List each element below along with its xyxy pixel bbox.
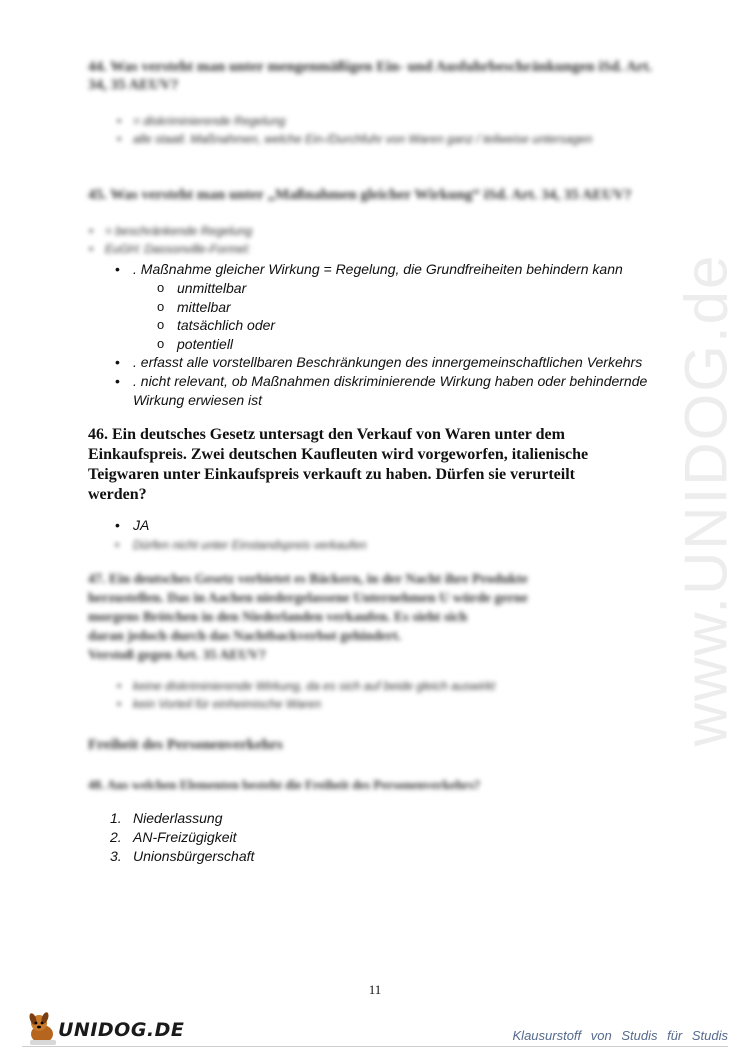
- page-number: 11: [368, 982, 382, 997]
- question-47-line: 47. Ein deutsches Gesetz verbietet es Bäckern, in der Nacht ihre Produkte: [88, 572, 528, 587]
- list-item: [115, 372, 675, 410]
- list-item-text: . erfasst alle vorstellbaren Beschränkungen des innergemeinschaftlichen Verkehrs: [133, 354, 643, 370]
- sub-list-item: [157, 279, 675, 298]
- list-item-text: . nicht relevant, ob Maßnahmen diskriminierende Wirkung haben oder behindernde Wirkung erwiesen ist: [133, 373, 648, 408]
- list-item-text: JA: [133, 517, 150, 533]
- question-47-title: [88, 570, 628, 665]
- list-item: [115, 535, 615, 555]
- question-46-answer-list: [115, 515, 615, 555]
- list-item: • kein Vorteil für einheimische Waren: [115, 695, 595, 713]
- circle-bullet-icon: o: [157, 335, 165, 351]
- list-number: 3.: [110, 848, 122, 864]
- question-45-answer-list: [115, 260, 675, 410]
- sub-list-item-text: potentiell: [177, 335, 234, 352]
- bullet-icon: •: [115, 517, 120, 533]
- question-44-list: [115, 112, 635, 148]
- list-item: [115, 260, 675, 279]
- question-48-answer-list: [110, 809, 254, 866]
- sub-list-item-text: tatsächlich oder: [177, 317, 276, 333]
- list-item-text: Niederlassung: [133, 810, 223, 826]
- question-47-line: Verstoß gegen Art. 35 AEUV?: [88, 648, 266, 663]
- list-item: [110, 809, 254, 828]
- list-item: • keine diskriminierende Wirkung, da es sich auf beide gleich auswirkt: [115, 677, 595, 695]
- list-number: 1.: [110, 810, 122, 826]
- logo-text: UNIDOG.DE: [58, 1019, 185, 1041]
- list-item: [110, 828, 254, 847]
- sub-list-item: [157, 335, 675, 354]
- question-47-line: morgens Brötchen in den Niederlanden verkaufen. Es sieht sich: [88, 610, 468, 625]
- sub-list: [115, 279, 675, 353]
- list-number: 2.: [110, 829, 122, 845]
- list-item: [115, 353, 675, 372]
- list-item: • alle staatl. Maßnahmen, welche Ein-/Durchfuhr von Waren ganz / teilweise untersagen: [115, 130, 635, 148]
- question-48-title: 48. Aus welchen Elementen besteht die Freiheit des Personenverkehrs?: [88, 777, 481, 792]
- sub-list-item: [157, 298, 675, 317]
- bullet-icon: •: [115, 373, 120, 389]
- bullet-icon: •: [115, 538, 120, 552]
- list-item-text: Dürfen nicht unter Einstandspreis verkaufen: [133, 538, 367, 552]
- question-47-list: [115, 677, 595, 713]
- watermark: www.UNIDOG.de: [672, 253, 740, 747]
- circle-bullet-icon: o: [157, 298, 165, 314]
- question-45-blurred-list: [87, 222, 607, 258]
- footer-text: Klausurstoff von Studis für Studis: [512, 1028, 728, 1043]
- question-46-title: 46. Ein deutsches Gesetz untersagt den Verkauf von Waren unter dem Einkaufspreis. Zwei deutschen Kaufleuten wird vorgeworfen, italienische Teigwaren unter Einkaufspreis verkauft zu haben. Dürfen sie verurteilt werden?: [88, 426, 589, 503]
- sub-list-item: [157, 316, 675, 335]
- bullet-icon: •: [115, 261, 120, 277]
- list-item: [115, 515, 615, 535]
- sub-list-item-text: unmittelbar: [177, 280, 247, 296]
- sub-list-item-text: mittelbar: [177, 298, 231, 315]
- question-44-title: 44. Was versteht man unter mengenmäßigen Ein- und Ausfuhrbeschränkungen iSd. Art. 34, 35 AEUV?: [88, 59, 653, 93]
- list-item: • = beschränkende Regelung: [87, 222, 607, 240]
- question-47-line: daran jedoch durch das Nachtbackverbot gehindert.: [88, 629, 402, 644]
- question-47-line: herzustellen. Das in Aachen niedergelassene Unternehmen U würde gerne: [88, 591, 528, 606]
- list-item-text: . Maßnahme gleicher Wirkung = Regelung, die Grundfreiheiten behindern kann: [133, 261, 623, 277]
- bullet-icon: •: [115, 354, 120, 370]
- list-item-text: AN-Freizügigkeit: [133, 829, 237, 845]
- list-item: [110, 847, 254, 866]
- question-45-title: 45. Was versteht man unter „Maßnahmen gleicher Wirkung“ iSd. Art. 34, 35 AEUV?: [88, 187, 632, 203]
- section-heading: Freiheit des Personenverkehrs: [88, 737, 283, 753]
- circle-bullet-icon: o: [157, 317, 165, 332]
- list-item: • = diskriminierende Regelung: [115, 112, 635, 130]
- circle-bullet-icon: o: [157, 280, 165, 295]
- list-item: • EuGH: Dassonville-Formel:: [87, 240, 607, 258]
- list-item-text: Unionsbürgerschaft: [133, 848, 255, 864]
